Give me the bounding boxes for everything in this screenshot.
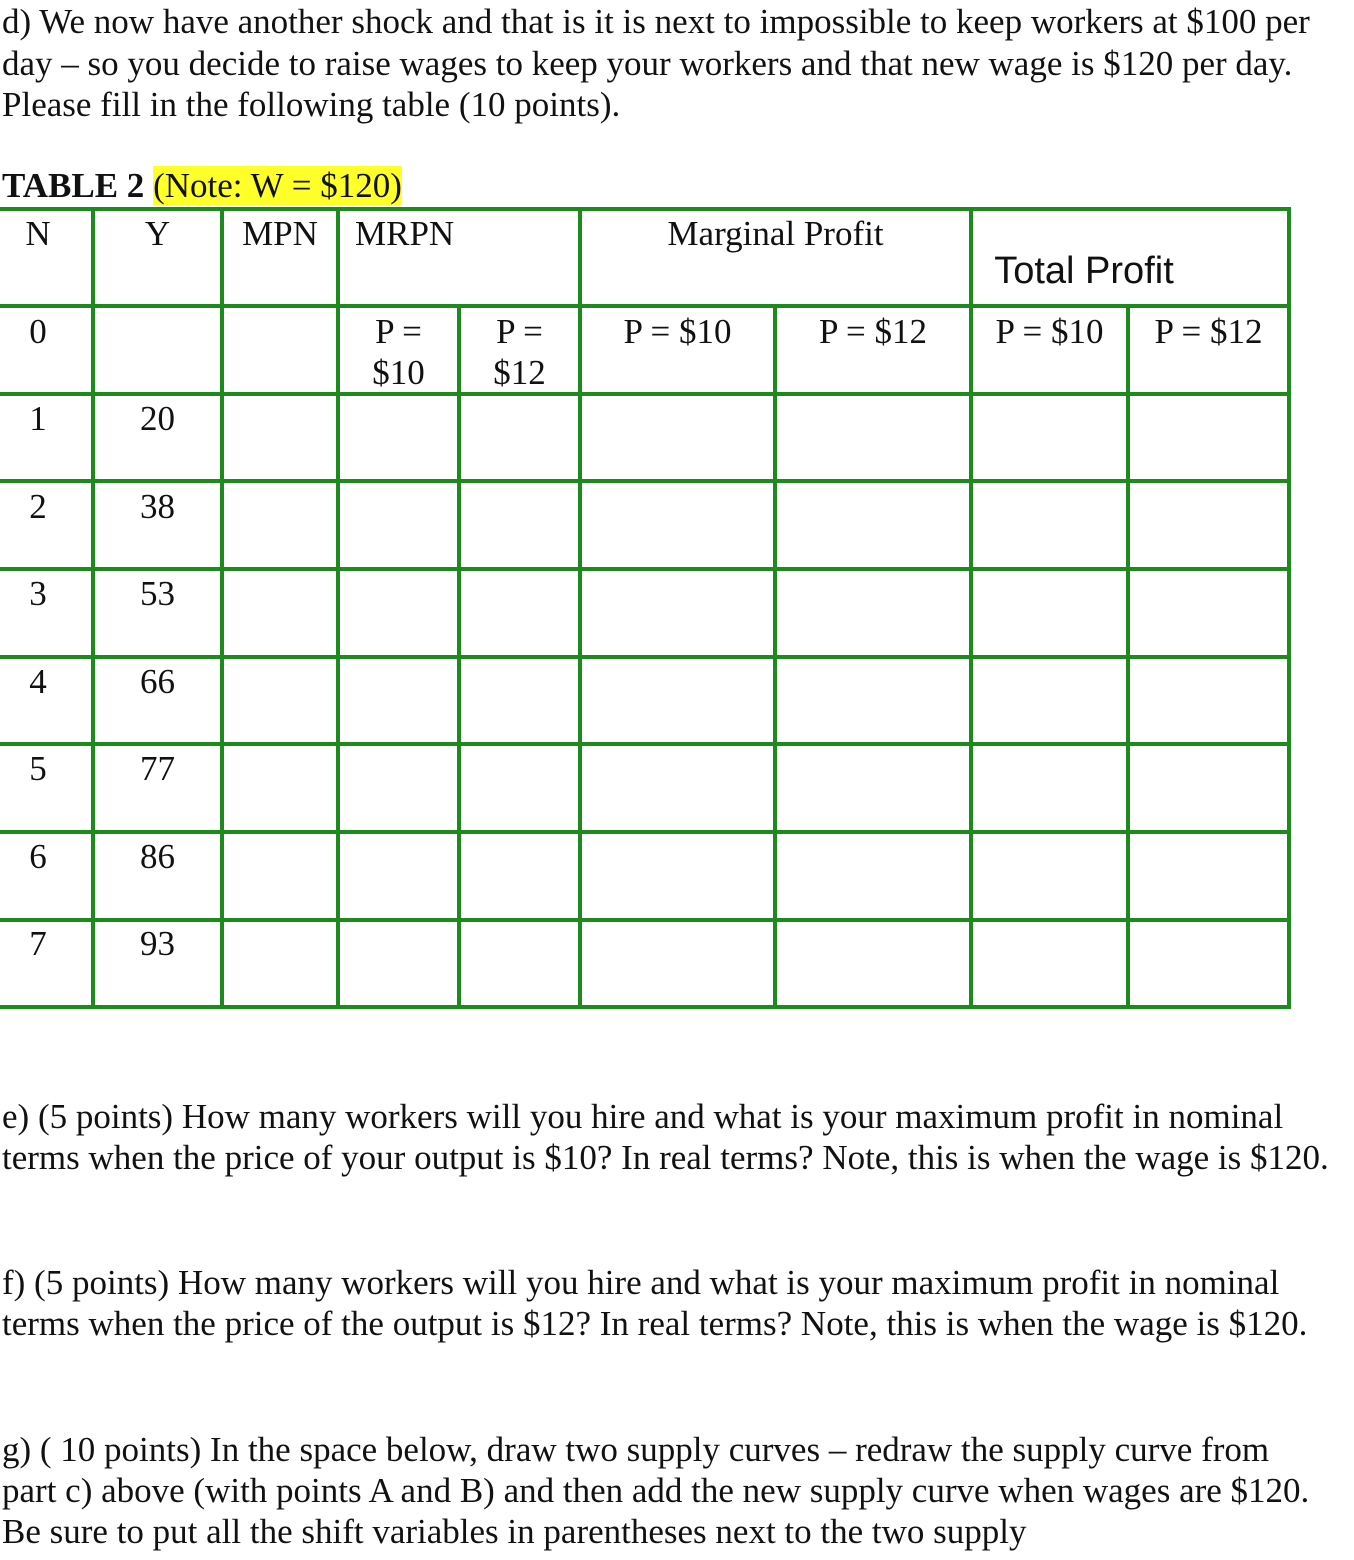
header-total-profit: Total Profit (994, 250, 1174, 292)
row-7-y: 93 (140, 924, 175, 963)
row-2-y: 38 (140, 487, 175, 526)
subheader-tp-p12: P = $12 (1154, 312, 1263, 351)
header-marginal-profit: Marginal Profit (667, 214, 884, 253)
row-6-y: 86 (140, 837, 175, 876)
header-mpn: MPN (242, 214, 318, 253)
subheader-mrpn-p10 (340, 311, 457, 393)
subheader-mp-p10: P = $10 (623, 312, 732, 351)
subheader-mrpn-p12 (461, 311, 578, 393)
header-y: Y (144, 214, 171, 253)
subheader-mp-p12: P = $12 (819, 312, 927, 351)
row-1-n: 1 (29, 399, 47, 438)
row-0-n: 0 (29, 312, 47, 351)
subheader-mrpn-p12-line2: $12 (493, 353, 546, 392)
row-5-n: 5 (29, 749, 47, 788)
row-2-n: 2 (29, 487, 47, 526)
row-7-n: 7 (29, 924, 47, 963)
row-5-y: 77 (140, 749, 175, 788)
row-1-y: 20 (140, 399, 175, 438)
row-6-n: 6 (29, 837, 47, 876)
subheader-mrpn-p12-line1: P = (496, 312, 543, 351)
subheader-tp-p10: P = $10 (995, 312, 1104, 351)
table-caption-note: (Note: W = $120) (153, 166, 402, 205)
row-4-n: 4 (29, 662, 47, 701)
header-mrpn: MRPN (355, 214, 455, 253)
subheader-mrpn-p10-line1: P = (375, 312, 422, 351)
question-e-text: e) (5 points) How many workers will you hire and what is your maximum profit in nominal terms when the price of your output is $10? In real terms? Note, this is when the wage is $120. (2, 1097, 1329, 1177)
row-3-n: 3 (29, 574, 47, 613)
subheader-mrpn-p10-line2: $10 (372, 353, 425, 392)
question-g-text: g) ( 10 points) In the space below, draw two supply curves – redraw the supply curve from part c) above (with points A and B) and then add the new supply curve when wages are $120. Be sure to put all the shift variables in parentheses next to the two supply (2, 1430, 1310, 1551)
table-caption-label: TABLE 2 (2, 166, 145, 205)
header-n: N (25, 214, 51, 253)
question-f-text: f) (5 points) How many workers will you hire and what is your maximum profit in nominal terms when the price of the output is $12? In real terms? Note, this is when the wage is $120. (2, 1263, 1308, 1343)
table-caption (2, 165, 402, 207)
question-d-text: d) We now have another shock and that is it is next to impossible to keep workers at $100 per day – so you decide to raise wages to keep your workers and that new wage is $120 per day. Please fill in the following table (10 points). (2, 2, 1310, 124)
row-4-y: 66 (140, 662, 175, 701)
row-3-y: 53 (140, 574, 175, 613)
